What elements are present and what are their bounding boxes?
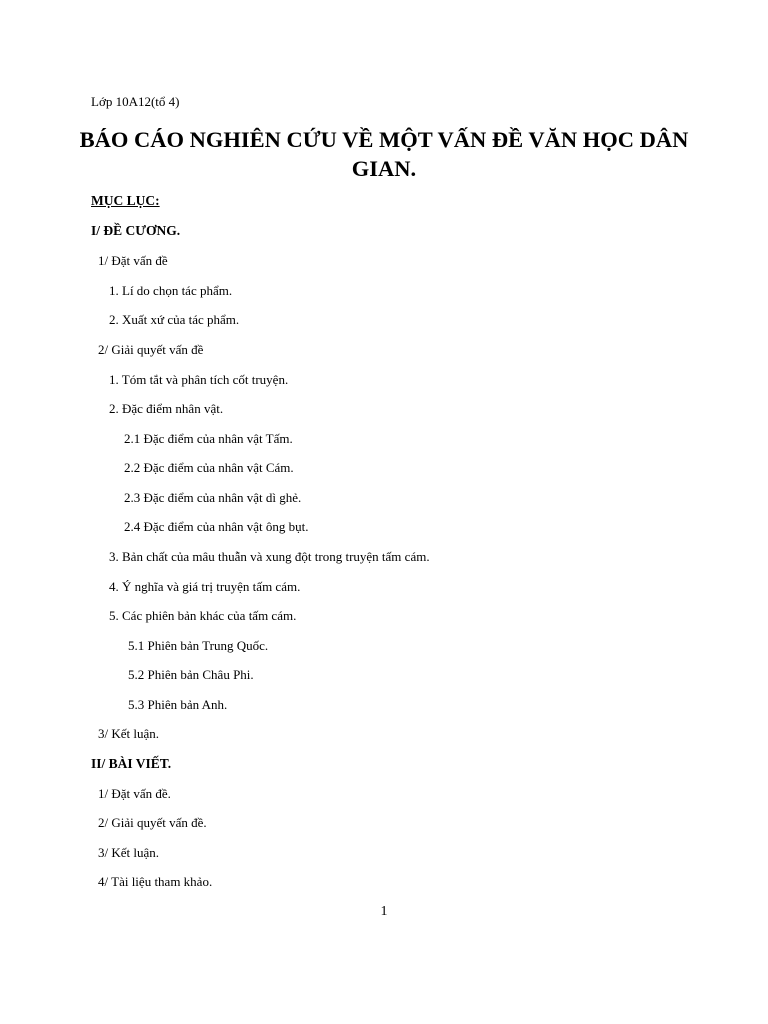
toc-heading: MỤC LỤC: [91,193,160,208]
document-title: BÁO CÁO NGHIÊN CỨU VỀ MỘT VẤN ĐỀ VĂN HỌC DÂN GIAN. [79,127,689,181]
class-group-label: Lớp 10A12(tổ 4) [91,94,180,109]
outline-item-2-1: 1. Tóm tắt và phân tích cốt truyện. [109,372,289,387]
essay-item-3: 3/ Kết luận. [98,845,160,860]
outline-subitem-2-5-3: 5.3 Phiên bản Anh. [128,697,228,712]
outline-item-1-1: 1. Lí do chọn tác phẩm. [109,283,233,298]
outline-subitem-2-2-1: 2.1 Đặc điểm của nhân vật Tấm. [124,431,293,446]
outline-subitem-2-2-4: 2.4 Đặc điểm của nhân vật ông bụt. [124,519,309,534]
outline-subitem-2-5-1: 5.1 Phiên bản Trung Quốc. [128,638,269,653]
outline-subitem-2-2-3: 2.3 Đặc điểm của nhân vật dì ghẻ. [124,490,302,505]
essay-item-1: 1/ Đặt vấn đề. [98,786,171,801]
outline-item-2-5: 5. Các phiên bản khác của tấm cám. [109,608,297,623]
outline-subitem-2-2-2: 2.2 Đặc điểm của nhân vật Cám. [124,460,294,475]
outline-item-2-4: 4. Ý nghĩa và giá trị truyện tấm cám. [109,579,301,594]
section-outline-title: I/ ĐỀ CƯƠNG. [91,223,181,238]
section-essay-title: II/ BÀI VIẾT. [91,756,172,771]
outline-item-1-2: 2. Xuất xứ của tác phẩm. [109,312,240,327]
outline-subitem-2-5-2: 5.2 Phiên bản Châu Phi. [128,667,254,682]
page-number: 1 [380,904,388,919]
outline-item-2-3: 3. Bản chất của mâu thuẫn và xung đột trong truyện tấm cám. [109,549,430,564]
essay-item-2: 2/ Giải quyết vấn đề. [98,815,207,830]
essay-item-4: 4/ Tài liệu tham khảo. [98,874,213,889]
outline-part-3: 3/ Kết luận. [98,726,160,741]
outline-part-1: 1/ Đặt vấn đề [98,253,168,268]
outline-item-2-2: 2. Đặc điểm nhân vật. [109,401,224,416]
outline-part-2: 2/ Giải quyết vấn đề [98,342,204,357]
